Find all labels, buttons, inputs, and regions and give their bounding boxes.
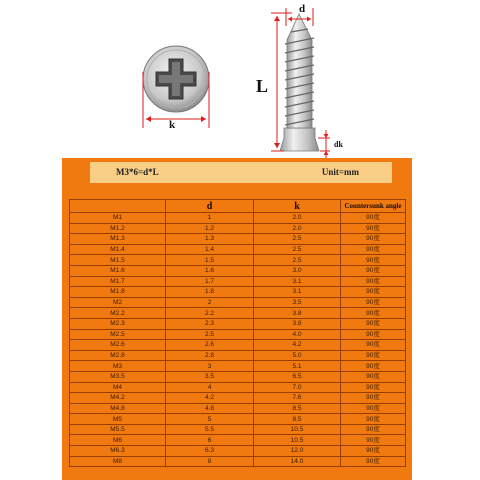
table-row [70, 350, 406, 361]
table-row [70, 318, 406, 329]
k-cell: 8.5 [254, 403, 341, 414]
k-cell: 2.0 [254, 223, 341, 234]
d-cell: 3 [166, 361, 254, 372]
table-row [70, 435, 406, 446]
size-cell: M1 [70, 213, 166, 224]
d-cell: 1.3 [166, 234, 254, 245]
countersink-dim-label: dk [334, 140, 343, 149]
k-cell: 5.1 [254, 361, 341, 372]
angle-cell: 90度 [341, 276, 406, 287]
k-cell: 6.5 [254, 371, 341, 382]
k-cell: 3.5 [254, 297, 341, 308]
d-cell: 2.6 [166, 340, 254, 351]
angle-cell: 90度 [341, 255, 406, 266]
table-row [70, 234, 406, 245]
k-cell: 3.0 [254, 265, 341, 276]
d-cell: 1.8 [166, 287, 254, 298]
d-cell: 4 [166, 382, 254, 393]
table-header-row [70, 200, 406, 213]
spec-header-bar [90, 162, 392, 183]
size-cell: M1.3 [70, 234, 166, 245]
size-cell: M1.7 [70, 276, 166, 287]
size-cell: M2.6 [70, 340, 166, 351]
angle-cell: 90度 [341, 297, 406, 308]
spec-example-label: M3*6=d*L [116, 167, 159, 177]
size-cell: M2.5 [70, 329, 166, 340]
d-cell: 5.5 [166, 424, 254, 435]
k-cell: 12.0 [254, 446, 341, 457]
table-row [70, 223, 406, 234]
size-cell: M1.5 [70, 255, 166, 266]
countersink-dimension-dk [318, 130, 343, 158]
d-cell: 2.3 [166, 318, 254, 329]
d-cell: 3.5 [166, 371, 254, 382]
d-cell: 6 [166, 435, 254, 446]
size-cell: M1.6 [70, 265, 166, 276]
k-cell: 3.1 [254, 287, 341, 298]
angle-cell: 90度 [341, 361, 406, 372]
d-cell: 2.5 [166, 329, 254, 340]
k-cell: 2.5 [254, 244, 341, 255]
d-cell: 2.2 [166, 308, 254, 319]
d-cell: 4.8 [166, 403, 254, 414]
d-cell: 2 [166, 297, 254, 308]
table-row [70, 393, 406, 404]
size-cell: M6.3 [70, 446, 166, 457]
table-row [70, 276, 406, 287]
table-row [70, 213, 406, 224]
spec-sheet [62, 158, 412, 480]
size-cell: M2 [70, 297, 166, 308]
k-cell: 3.1 [254, 276, 341, 287]
d-cell: 6.3 [166, 446, 254, 457]
length-dim-label: L [256, 76, 269, 96]
d-cell: 1.6 [166, 265, 254, 276]
size-cell: M3 [70, 361, 166, 372]
size-cell: M4.8 [70, 403, 166, 414]
angle-cell: 90度 [341, 308, 406, 319]
spec-table [69, 199, 406, 467]
size-cell: M1.2 [70, 223, 166, 234]
screw-diagram [0, 0, 480, 160]
size-cell: M6 [70, 435, 166, 446]
column-header-k: k [254, 200, 341, 213]
shank-dim-label: d [298, 3, 306, 15]
d-cell: 4.2 [166, 393, 254, 404]
k-cell: 4.0 [254, 329, 341, 340]
k-cell: 7.0 [254, 382, 341, 393]
size-cell: M8 [70, 456, 166, 467]
angle-cell: 90度 [341, 403, 406, 414]
size-cell: M2.2 [70, 308, 166, 319]
table-row [70, 456, 406, 467]
k-cell: 3.8 [254, 318, 341, 329]
size-cell: M4.2 [70, 393, 166, 404]
angle-cell: 90度 [341, 350, 406, 361]
k-cell: 8.5 [254, 414, 341, 425]
angle-cell: 90度 [341, 393, 406, 404]
angle-cell: 90度 [341, 435, 406, 446]
size-cell: M2.3 [70, 318, 166, 329]
angle-cell: 90度 [341, 329, 406, 340]
angle-cell: 90度 [341, 213, 406, 224]
table-row [70, 403, 406, 414]
d-cell: 2.8 [166, 350, 254, 361]
k-cell: 10.5 [254, 435, 341, 446]
size-cell: M4 [70, 382, 166, 393]
table-row [70, 329, 406, 340]
table-row [70, 382, 406, 393]
screw-head-top-view [143, 46, 209, 112]
angle-cell: 90度 [341, 287, 406, 298]
table-row [70, 244, 406, 255]
k-cell: 14.0 [254, 456, 341, 467]
k-cell: 10.5 [254, 424, 341, 435]
table-row [70, 446, 406, 457]
k-cell: 5.0 [254, 350, 341, 361]
angle-cell: 90度 [341, 340, 406, 351]
k-cell: 2.5 [254, 234, 341, 245]
d-cell: 1.7 [166, 276, 254, 287]
unit-label: Unit=mm [321, 167, 359, 177]
size-cell: M3.5 [70, 371, 166, 382]
size-cell: M5 [70, 414, 166, 425]
angle-cell: 90度 [341, 265, 406, 276]
d-cell: 1.5 [166, 255, 254, 266]
angle-cell: 90度 [341, 371, 406, 382]
d-cell: 1.2 [166, 223, 254, 234]
angle-cell: 90度 [341, 456, 406, 467]
table-row [70, 414, 406, 425]
angle-cell: 90度 [341, 234, 406, 245]
k-cell: 2.5 [254, 255, 341, 266]
angle-cell: 90度 [341, 424, 406, 435]
column-header-size [70, 200, 166, 213]
column-header-d: d [166, 200, 254, 213]
table-row [70, 297, 406, 308]
table-row [70, 340, 406, 351]
d-cell: 5 [166, 414, 254, 425]
k-cell: 2.0 [254, 213, 341, 224]
table-row [70, 361, 406, 372]
table-row [70, 308, 406, 319]
angle-cell: 90度 [341, 318, 406, 329]
table-body [70, 213, 406, 467]
size-cell: M2.8 [70, 350, 166, 361]
table-row [70, 424, 406, 435]
angle-cell: 90度 [341, 414, 406, 425]
k-cell: 3.8 [254, 308, 341, 319]
d-cell: 1 [166, 213, 254, 224]
angle-cell: 90度 [341, 382, 406, 393]
d-cell: 8 [166, 456, 254, 467]
k-cell: 7.6 [254, 393, 341, 404]
table-row [70, 265, 406, 276]
angle-cell: 90度 [341, 244, 406, 255]
table-row [70, 255, 406, 266]
head-dim-label: k [168, 119, 176, 131]
angle-cell: 90度 [341, 223, 406, 234]
table-row [70, 371, 406, 382]
angle-cell: 90度 [341, 446, 406, 457]
size-cell: M1.8 [70, 287, 166, 298]
d-cell: 1.4 [166, 244, 254, 255]
size-cell: M5.5 [70, 424, 166, 435]
screw-side-view [280, 14, 319, 151]
column-header-countersunk-angle: Countersunk angle [341, 200, 406, 213]
k-cell: 4.2 [254, 340, 341, 351]
table-row [70, 287, 406, 298]
size-cell: M1.4 [70, 244, 166, 255]
